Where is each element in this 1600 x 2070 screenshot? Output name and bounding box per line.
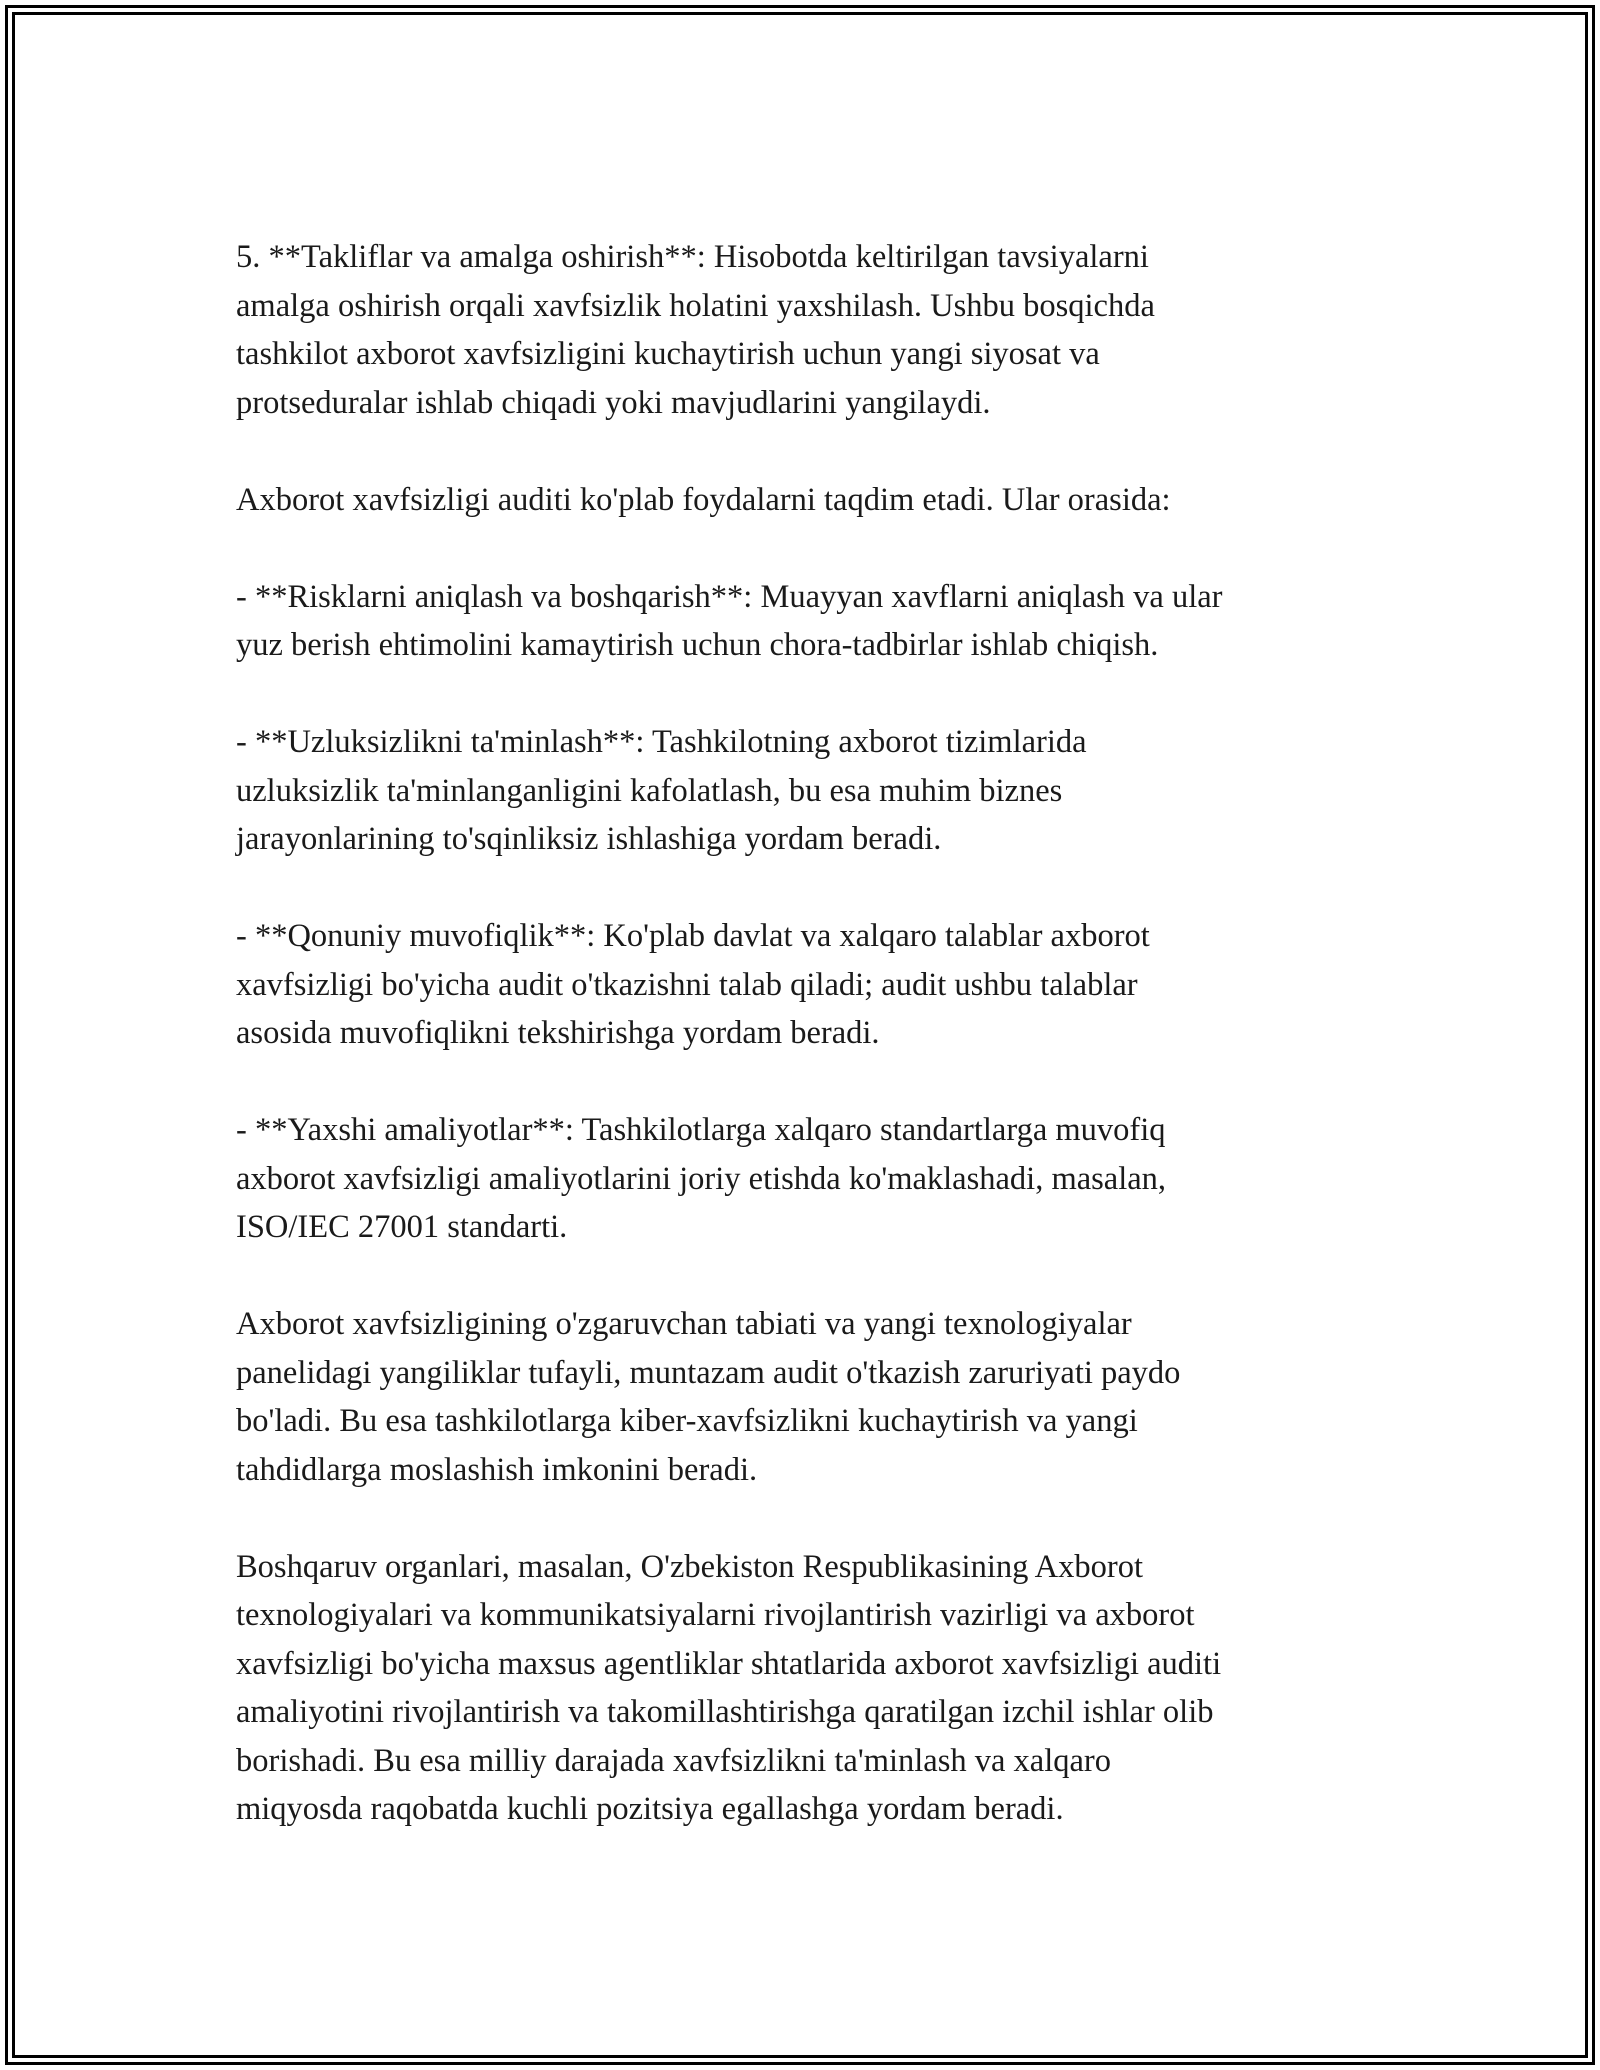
text-line: tashkilot axborot xavfsizligini kuchaytirish uchun yangi siyosat va [236, 336, 1100, 372]
text-line: tahdidlarga moslashish imkonini beradi. [236, 1451, 758, 1488]
text-line: xavfsizligi bo'yicha maxsus agentliklar shtatlarida axborot xavfsizligi auditi [236, 1645, 1222, 1682]
paragraph-changing-nature [236, 1300, 1376, 1494]
paragraph-benefits-intro [236, 476, 1376, 525]
text-line: miqyosda raqobatda kuchli pozitsiya egallashga yordam beradi. [236, 1791, 1064, 1827]
text-line: uzluksizlik ta'minlanganligini kafolatlash, bu esa muhim biznes [236, 772, 1063, 809]
text-line: amalga oshirish orqali xavfsizlik holatini yaxshilash. Ushbu bosqichda [236, 287, 1155, 324]
text-line: jarayonlarining to'sqinliksiz ishlashiga yordam beradi. [236, 821, 942, 857]
text-line: Axborot xavfsizligi auditi ko'plab foydalarni taqdim etadi. Ular orasida: [236, 481, 1171, 518]
text-line: xavfsizligi bo'yicha audit o'tkazishni talab qiladi; audit ushbu talablar [236, 966, 1138, 1003]
text-line: yuz berish ehtimolini kamaytirish uchun chora-tadbirlar ishlab chiqish. [236, 627, 1159, 663]
text-line: Boshqaruv organlari, masalan, O'zbekiston Respublikasining Axborot [236, 1548, 1144, 1585]
text-line: - **Yaxshi amaliyotlar**: Tashkilotlarga xalqaro standartlarga muvofiq [236, 1112, 1166, 1148]
text-line: texnologiyalari va kommunikatsiyalarni rivojlantirish vazirligi va axborot [236, 1597, 1195, 1633]
paragraph-governance [236, 1543, 1376, 1834]
list-item-risks [236, 573, 1376, 670]
text-line: borishadi. Bu esa milliy darajada xavfsizlikni ta'minlash va xalqaro [236, 1742, 1111, 1779]
text-line: - **Qonuniy muvofiqlik**: Ko'plab davlat va xalqaro talablar axborot [236, 918, 1150, 954]
paragraph-recommendations [236, 233, 1376, 427]
text-line: asosida muvofiqlikni tekshirishga yordam beradi. [236, 1015, 880, 1051]
text-line: - **Risklarni aniqlash va boshqarish**: Muayyan xavflarni aniqlash va ular [236, 578, 1223, 615]
text-line: protseduralar ishlab chiqadi yoki mavjudlarini yangilaydi. [236, 384, 991, 421]
text-line: ISO/IEC 27001 standarti. [236, 1209, 568, 1245]
list-item-compliance [236, 912, 1376, 1058]
text-line: - **Uzluksizlikni ta'minlash**: Tashkilotning axborot tizimlarida [236, 724, 1087, 760]
text-line: bo'ladi. Bu esa tashkilotlarga kiber-xavfsizlikni kuchaytirish va yangi [236, 1403, 1138, 1439]
list-item-continuity [236, 718, 1376, 864]
text-line: 5. **Takliflar va amalga oshirish**: Hisobotda keltirilgan tavsiyalarni [236, 239, 1149, 275]
text-line: amaliyotini rivojlantirish va takomillashtirishga qaratilgan izchil ishlar olib [236, 1694, 1214, 1730]
text-line: Axborot xavfsizligining o'zgaruvchan tabiati va yangi texnologiyalar [236, 1306, 1132, 1342]
text-line: panelidagi yangiliklar tufayli, muntazam audit o'tkazish zaruriyati paydo [236, 1354, 1181, 1391]
list-item-best-practices [236, 1106, 1376, 1252]
document-body [236, 233, 1376, 1882]
text-line: axborot xavfsizligi amaliyotlarini joriy etishda ko'maklashadi, masalan, [236, 1160, 1167, 1197]
